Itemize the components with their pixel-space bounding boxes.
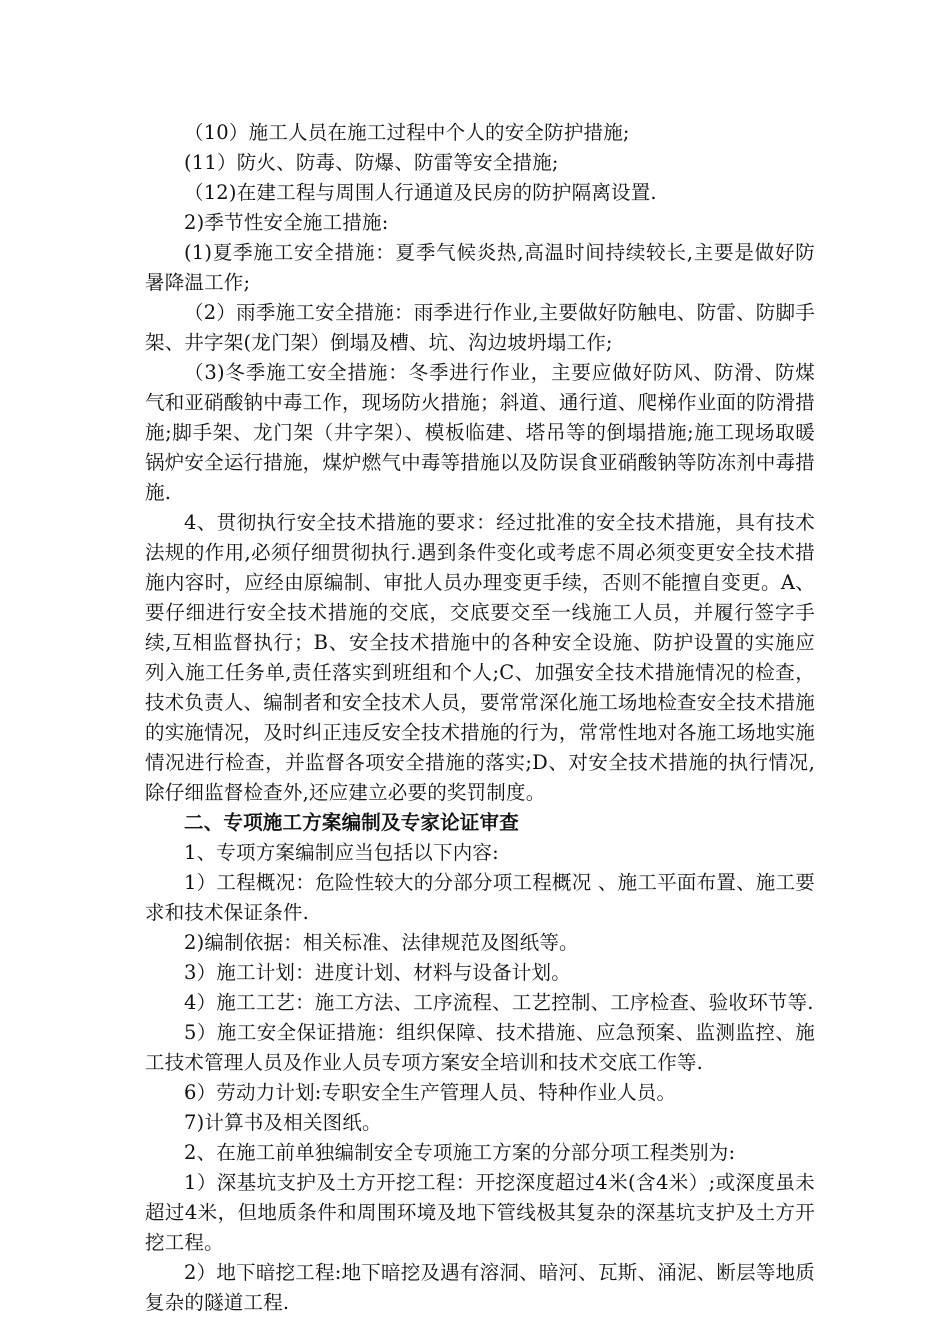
paragraph-project-categories-title: 2、在施工前单独编制安全专项施工方案的分部分项工程类别为: xyxy=(184,1141,736,1164)
section-heading-special-plan: 二、专项施工方案编制及专家论证审查 xyxy=(184,811,519,834)
paragraph-underground-excavation: 2）地下暗挖工程:地下暗挖及遇有溶洞、暗河、瓦斯、涌泥、断层等地质复杂的隧道工程. xyxy=(145,1261,815,1314)
paragraph-labor-plan: 6）劳动力计划:专职安全生产管理人员、特种作业人员。 xyxy=(184,1081,677,1104)
paragraph-winter-measures: （3)冬季施工安全措施：冬季进行作业，主要应做好防风、防滑、防煤气和亚硝酸钠中毒工作，现场防火措施；斜道、通行道、爬梯作业面的防滑措施;脚手架、龙门架（井字架）、模板临建、塔吊等的倒塌措施;施工现场取暖锅炉安全运行措施，煤炉燃气中毒等措施以及防误食亚硝酸钠等防冻剂中毒措施. xyxy=(145,361,815,504)
paragraph-item-12-isolation: （12)在建工程与周围人行通道及民房的防护隔离设置. xyxy=(184,181,657,204)
paragraph-item-11-fire-prevention: (11）防火、防毒、防爆、防雷等安全措施; xyxy=(184,151,559,174)
paragraph-rainy-season-measures: （2）雨季施工安全措施：雨季进行作业,主要做好防触电、防雷、防脚手架、井字架(龙门架）倒塌及槽、坑、沟边坡坍塌工作; xyxy=(145,301,815,354)
paragraph-calculations: 7)计算书及相关图纸。 xyxy=(184,1111,382,1134)
document-body xyxy=(145,118,815,1318)
paragraph-construction-plan: 3）施工计划：进度计划、材料与设备计划。 xyxy=(184,961,571,984)
paragraph-summer-measures: (1)夏季施工安全措施：夏季气候炎热,高温时间持续较长,主要是做好防暑降温工作; xyxy=(145,241,815,294)
paragraph-deep-foundation: 1）深基坑支护及土方开挖工程：开挖深度超过4米(含4米）;或深度虽未超过4米，但地质条件和周围环境及地下管线极其复杂的深基坑支护及土方开挖工程。 xyxy=(145,1171,815,1254)
paragraph-seasonal-measures-title: 2)季节性安全施工措施: xyxy=(184,211,389,234)
paragraph-project-overview: 1）工程概况：危险性较大的分部分项工程概况 、施工平面布置、施工要求和技术保证条件. xyxy=(145,871,815,924)
paragraph-item-10-personal-protection: （10）施工人员在施工过程中个人的安全防护措施; xyxy=(184,121,630,144)
paragraph-construction-process: 4）施工工艺：施工方法、工序流程、工艺控制、工序检查、验收环节等. xyxy=(184,991,814,1014)
paragraph-implementation-requirements: 4、贯彻执行安全技术措施的要求：经过批准的安全技术措施，具有技术法规的作用,必须仔细贯彻执行.遇到条件变化或考虑不周必须变更安全技术措施内容时，应经由原编制、审批人员办理变更手续，否则不能擅自变更。A、要仔细进行安全技术措施的交底，交底要交至一线施工人员，并履行签字手续,互相监督执行；B、安全技术措施中的各种安全设施、防护设置的实施应列入施工任务单,责任落实到班组和个人;C、加强安全技术措施情况的检查，技术负责人、编制者和安全技术人员，要常常深化施工场地检查安全技术措施的实施情况，及时纠正违反安全技术措施的行为，常常性地对各施工场地实施情况进行检查，并监督各项安全措施的落实;D、对安全技术措施的执行情况,除仔细监督检查外,还应建立必要的奖罚制度。 xyxy=(145,511,815,804)
paragraph-basis: 2)编制依据：相关标准、法律规范及图纸等。 xyxy=(184,931,579,954)
paragraph-plan-contents-title: 1、专项方案编制应当包括以下内容: xyxy=(184,841,499,864)
paragraph-safety-guarantee: 5）施工安全保证措施：组织保障、技术措施、应急预案、监测监控、施工技术管理人员及作业人员专项方案安全培训和技术交底工作等. xyxy=(145,1021,815,1074)
